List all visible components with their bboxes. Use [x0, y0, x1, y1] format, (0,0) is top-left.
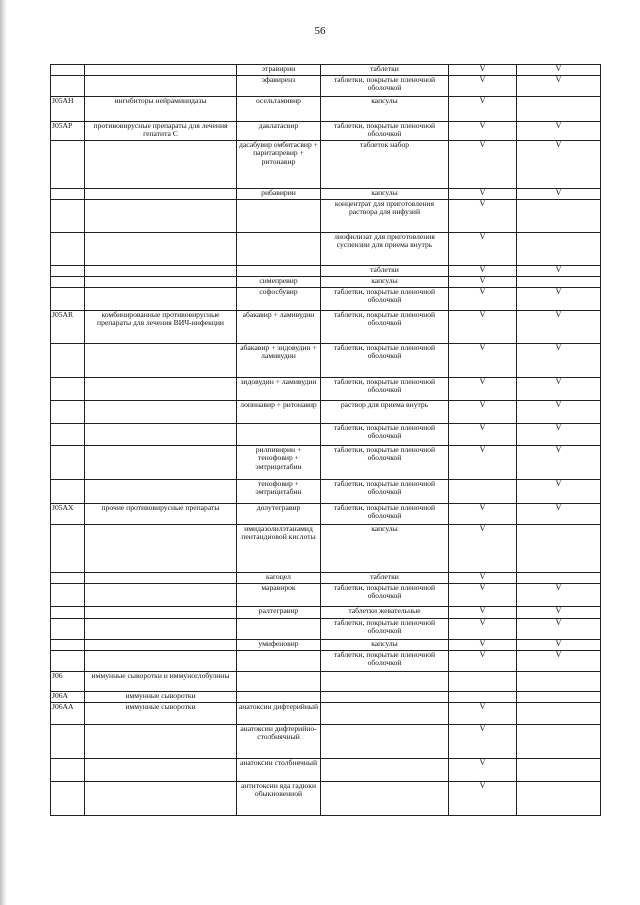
table-row [51, 480, 601, 504]
dosage-form: таблетки [321, 65, 449, 76]
mark-col-5: V [449, 607, 517, 619]
group-name: иммунные сыворотки [85, 692, 237, 703]
group-name [85, 344, 237, 378]
dosage-form: таблетки [321, 573, 449, 584]
dosage-form: капсулы [321, 525, 449, 573]
table-row [51, 584, 601, 607]
dosage-form: капсулы [321, 97, 449, 122]
drug-name: эфавиренз [237, 76, 321, 97]
mark-col-5: V [449, 640, 517, 651]
atc-code: J06AA [51, 703, 85, 725]
medication-table [50, 64, 601, 816]
atc-code [51, 782, 85, 816]
mark-col-5: V [449, 573, 517, 584]
group-name [85, 424, 237, 446]
drug-name: абакавир + зидовудин + ламивудин [237, 344, 321, 378]
table-row [51, 189, 601, 200]
atc-code [51, 233, 85, 266]
mark-col-6 [517, 200, 601, 233]
mark-col-6: V [517, 378, 601, 401]
page-number: 56 [314, 25, 326, 37]
mark-col-6: V [517, 65, 601, 76]
dosage-form: таблетки жевательные [321, 607, 449, 619]
mark-col-6 [517, 525, 601, 573]
drug-name [237, 266, 321, 277]
table-row [51, 651, 601, 672]
mark-col-6: V [517, 640, 601, 651]
table-row [51, 703, 601, 725]
mark-col-6: V [517, 619, 601, 640]
mark-col-6 [517, 703, 601, 725]
mark-col-5: V [449, 619, 517, 640]
drug-name: рилпивирин + тенофовир + эмтрицитабин [237, 446, 321, 480]
table-row [51, 640, 601, 651]
mark-col-5: V [449, 401, 517, 424]
drug-name: долутегравир [237, 504, 321, 525]
dosage-form: таблетки, покрытые пленочной оболочкой [321, 446, 449, 480]
table-row [51, 401, 601, 424]
table-row [51, 288, 601, 311]
mark-col-6: V [517, 651, 601, 672]
mark-col-5: V [449, 584, 517, 607]
table-row [51, 344, 601, 378]
mark-col-5: V [449, 141, 517, 189]
drug-name: лопинавир + ритонавир [237, 401, 321, 424]
group-name [85, 200, 237, 233]
table-row [51, 122, 601, 141]
mark-col-6: V [517, 584, 601, 607]
dosage-form: таблетки, покрытые пленочной оболочкой [321, 619, 449, 640]
mark-col-6 [517, 692, 601, 703]
atc-code [51, 446, 85, 480]
atc-code: J06A [51, 692, 85, 703]
dosage-form: таблетки, покрытые пленочной оболочкой [321, 288, 449, 311]
group-name [85, 277, 237, 288]
dosage-form [321, 703, 449, 725]
mark-col-6 [517, 573, 601, 584]
mark-col-6: V [517, 504, 601, 525]
atc-code [51, 640, 85, 651]
group-name: прочие противовирусные препараты [85, 504, 237, 525]
atc-code [51, 76, 85, 97]
dosage-form: таблеток набор [321, 141, 449, 189]
mark-col-5 [449, 480, 517, 504]
group-name [85, 266, 237, 277]
table-row [51, 378, 601, 401]
drug-name [237, 672, 321, 692]
drug-name: маравирок [237, 584, 321, 607]
atc-code [51, 584, 85, 607]
mark-col-5: V [449, 725, 517, 759]
table-row [51, 97, 601, 122]
mark-col-5: V [449, 277, 517, 288]
drug-name: зидовудин + ламивудин [237, 378, 321, 401]
drug-name [237, 651, 321, 672]
group-name [85, 76, 237, 97]
atc-code [51, 759, 85, 782]
mark-col-5: V [449, 759, 517, 782]
atc-code [51, 607, 85, 619]
drug-name [237, 200, 321, 233]
drug-name: даклатасвир [237, 122, 321, 141]
table-row [51, 573, 601, 584]
mark-col-5: V [449, 266, 517, 277]
drug-name: имидазолилэтанамид пентандиовой кислоты [237, 525, 321, 573]
atc-code [51, 424, 85, 446]
dosage-form [321, 759, 449, 782]
drug-name: анатоксин дифтерийный [237, 703, 321, 725]
group-name [85, 619, 237, 640]
drug-name: антитоксин яда гадюки обыкновенной [237, 782, 321, 816]
mark-col-6 [517, 233, 601, 266]
atc-code: J05AR [51, 311, 85, 344]
mark-col-5: V [449, 525, 517, 573]
mark-col-6 [517, 759, 601, 782]
mark-col-6: V [517, 311, 601, 344]
atc-code [51, 725, 85, 759]
group-name [85, 759, 237, 782]
drug-name: софосбувир [237, 288, 321, 311]
group-name [85, 65, 237, 76]
drug-name: анатоксин дифтерийно-столбнячный [237, 725, 321, 759]
dosage-form: таблетки, покрытые пленочной оболочкой [321, 378, 449, 401]
table-row [51, 141, 601, 189]
mark-col-5: V [449, 424, 517, 446]
mark-col-5: V [449, 651, 517, 672]
drug-name [237, 233, 321, 266]
atc-code: J05AP [51, 122, 85, 141]
mark-col-6: V [517, 122, 601, 141]
group-name [85, 725, 237, 759]
dosage-form: таблетки, покрытые пленочной оболочкой [321, 344, 449, 378]
scan-edge [0, 0, 7, 905]
atc-code [51, 141, 85, 189]
table-row [51, 504, 601, 525]
mark-col-5: V [449, 344, 517, 378]
drug-name: абакавир + ламивудин [237, 311, 321, 344]
mark-col-5 [449, 692, 517, 703]
mark-col-6: V [517, 446, 601, 480]
drug-name: рибавирин [237, 189, 321, 200]
group-name [85, 189, 237, 200]
mark-col-6 [517, 277, 601, 288]
table-row [51, 782, 601, 816]
group-name [85, 233, 237, 266]
drug-name: симепревир [237, 277, 321, 288]
drug-name [237, 692, 321, 703]
mark-col-5: V [449, 703, 517, 725]
group-name [85, 607, 237, 619]
atc-code [51, 573, 85, 584]
dosage-form: раствор для приема внутрь [321, 401, 449, 424]
mark-col-5: V [449, 288, 517, 311]
mark-col-6: V [517, 424, 601, 446]
mark-col-5: V [449, 65, 517, 76]
mark-col-6: V [517, 288, 601, 311]
mark-col-5: V [449, 189, 517, 200]
table-row [51, 200, 601, 233]
mark-col-5: V [449, 97, 517, 122]
atc-code [51, 525, 85, 573]
mark-col-6 [517, 97, 601, 122]
group-name [85, 584, 237, 607]
mark-col-6: V [517, 76, 601, 97]
drug-name: анатоксин столбнячный [237, 759, 321, 782]
atc-code: J05AX [51, 504, 85, 525]
mark-col-5: V [449, 311, 517, 344]
atc-code [51, 266, 85, 277]
drug-name [237, 619, 321, 640]
dosage-form: капсулы [321, 189, 449, 200]
group-name: иммунные сыворотки и иммуноглобулины [85, 672, 237, 692]
dosage-form: таблетки [321, 266, 449, 277]
atc-code [51, 651, 85, 672]
group-name [85, 782, 237, 816]
mark-col-5: V [449, 233, 517, 266]
group-name [85, 446, 237, 480]
mark-col-5: V [449, 504, 517, 525]
group-name [85, 288, 237, 311]
dosage-form: концентрат для приготовления раствора для инфузий [321, 200, 449, 233]
dosage-form [321, 672, 449, 692]
table-row [51, 446, 601, 480]
mark-col-5: V [449, 122, 517, 141]
atc-code [51, 401, 85, 424]
dosage-form: капсулы [321, 277, 449, 288]
dosage-form: капсулы [321, 640, 449, 651]
drug-name: дасабувир омбитасвир + паритапревир + ритонавир [237, 141, 321, 189]
mark-col-5: V [449, 446, 517, 480]
table-row [51, 277, 601, 288]
atc-code [51, 65, 85, 76]
atc-code: J05AH [51, 97, 85, 122]
atc-code: J06 [51, 672, 85, 692]
mark-col-6 [517, 672, 601, 692]
dosage-form [321, 692, 449, 703]
drug-name: кагоцел [237, 573, 321, 584]
dosage-form: таблетки, покрытые пленочной оболочкой [321, 76, 449, 97]
table-row [51, 725, 601, 759]
table-row [51, 759, 601, 782]
atc-code [51, 189, 85, 200]
group-name [85, 480, 237, 504]
group-name: комбинированные противовирусные препараты для лечения ВИЧ-инфекции [85, 311, 237, 344]
group-name: ингибиторы нейраминидазы [85, 97, 237, 122]
table-row [51, 65, 601, 76]
mark-col-5: V [449, 378, 517, 401]
mark-col-6: V [517, 344, 601, 378]
group-name: иммунные сыворотки [85, 703, 237, 725]
group-name: противовирусные препараты для лечения гепатита C [85, 122, 237, 141]
drug-name: ралтегравир [237, 607, 321, 619]
mark-col-6: V [517, 266, 601, 277]
mark-col-5: V [449, 200, 517, 233]
table-row [51, 266, 601, 277]
table-row [51, 233, 601, 266]
atc-code [51, 344, 85, 378]
atc-code [51, 619, 85, 640]
group-name [85, 640, 237, 651]
drug-name: этравирин [237, 65, 321, 76]
dosage-form: таблетки, покрытые пленочной оболочкой [321, 122, 449, 141]
dosage-form: лиофилизат для приготовления суспензии для приема внутрь [321, 233, 449, 266]
group-name [85, 141, 237, 189]
dosage-form [321, 725, 449, 759]
atc-code [51, 480, 85, 504]
mark-col-6: V [517, 189, 601, 200]
group-name [85, 378, 237, 401]
table-row [51, 619, 601, 640]
drug-name: тенофовир + эмтрицитабин [237, 480, 321, 504]
table-row [51, 607, 601, 619]
mark-col-6 [517, 782, 601, 816]
group-name [85, 401, 237, 424]
dosage-form: таблетки, покрытые пленочной оболочкой [321, 651, 449, 672]
table-row [51, 424, 601, 446]
group-name [85, 525, 237, 573]
drug-name: умифеновир [237, 640, 321, 651]
dosage-form: таблетки, покрытые пленочной оболочкой [321, 480, 449, 504]
dosage-form [321, 782, 449, 816]
group-name [85, 651, 237, 672]
atc-code [51, 277, 85, 288]
mark-col-5 [449, 672, 517, 692]
dosage-form: таблетки, покрытые пленочной оболочкой [321, 584, 449, 607]
table-row [51, 525, 601, 573]
mark-col-5: V [449, 782, 517, 816]
table-row [51, 76, 601, 97]
table-row [51, 311, 601, 344]
table-row [51, 672, 601, 692]
mark-col-6: V [517, 401, 601, 424]
mark-col-6 [517, 725, 601, 759]
drug-name: осельтамивир [237, 97, 321, 122]
atc-code [51, 378, 85, 401]
table-row [51, 692, 601, 703]
drug-name [237, 424, 321, 446]
atc-code [51, 288, 85, 311]
dosage-form: таблетки, покрытые пленочной оболочкой [321, 311, 449, 344]
mark-col-5: V [449, 76, 517, 97]
mark-col-6: V [517, 607, 601, 619]
mark-col-6: V [517, 480, 601, 504]
dosage-form: таблетки, покрытые пленочной оболочкой [321, 424, 449, 446]
dosage-form: таблетки, покрытые пленочной оболочкой [321, 504, 449, 525]
atc-code [51, 200, 85, 233]
group-name [85, 573, 237, 584]
mark-col-6: V [517, 141, 601, 189]
